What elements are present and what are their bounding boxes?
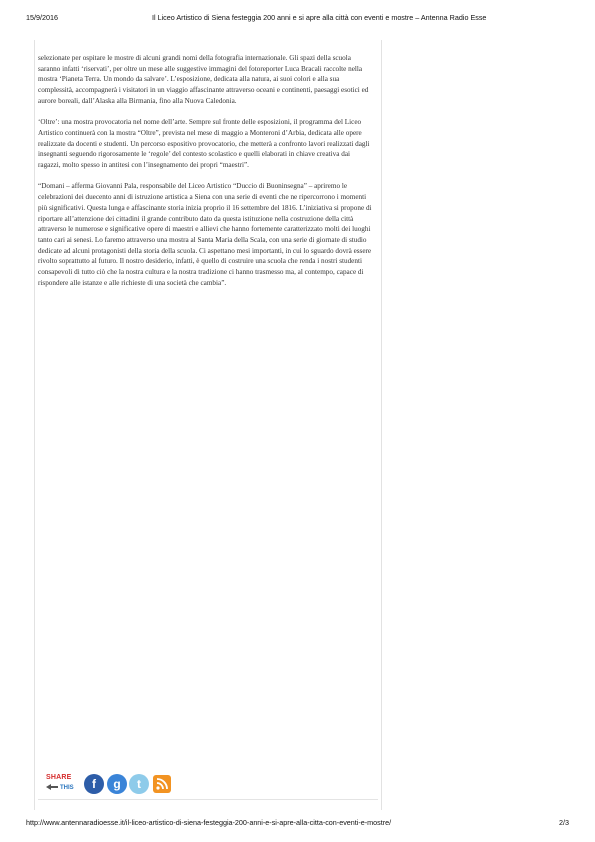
- rss-glyph: [153, 775, 171, 793]
- rss-icon[interactable]: [153, 775, 171, 793]
- sharethis-button[interactable]: [42, 774, 76, 796]
- article-paragraph: ‘Oltre’: una mostra provocatoria nel nome dell’arte. Sempre sul fronte delle esposizioni, il programma del Liceo Artistico continuerà con la mostra “Oltre”, prevista nel mese di maggio a Monteroni d’Arbia, dedicata alle opere realizzate da docenti e studenti. Un percorso espositivo provocatorio, che metterà a confronto lavori realizzati dagli insegnanti seguendo rigorosamente le ‘regole’ del contesto scolastico e quelli elaborati in chiave creativa dai ragazzi, molto spesso in antitesi con l’insegnamento dei propri “maestri”.: [38, 118, 370, 170]
- google-glyph: g: [113, 777, 121, 791]
- page-url-link[interactable]: http://www.antennaradioesse.it/il-liceo-artistico-di-siena-festeggia-200-anni-e-si-apre-alla-citta-con-eventi-e-mostre/: [26, 818, 392, 827]
- share-label: SHARE: [46, 774, 72, 781]
- google-plus-icon[interactable]: [107, 774, 127, 794]
- article-paragraph: “Domani – afferma Giovanni Pala, responsabile del Liceo Artistico “Duccio di Buoninsegna” – apriremo le celebrazioni dei duecento anni di istruzione artistica a Siena con una serie di eventi che ne ripercorrono i momenti più significativi. Questa lunga e affascinante storia inizia proprio il 16 settembre del 1816. L’iniziativa si propone di riportare all’attenzione dei cittadini il grande contributo dato da questa istituzione nella costruzione della città attraverso le numerose e significative opere di maestri e allievi che hanno fortemente caratterizzato molti dei luoghi tanto cari ai senesi. Lo faremo attraverso una mostra al Santa Maria della Scala, con una serie di giornate di studio dedicate ad alcuni protagonisti della storia della scuola. Ci aspettano mesi importanti, in cui lo sguardo dovrà essere rivolto soprattutto al futuro. Il nostro desiderio, infatti, è quello di costruire una scuola che renda i nostri studenti consapevoli di tutto ciò che la nostra cultura e la nostra tradizione ci hanno trasmesso ma, al contempo, capace di rispondere alle istanze e alle richieste di una società che cambia”.: [38, 182, 372, 287]
- twitter-glyph: t: [137, 777, 141, 791]
- page-number: 2/3: [559, 818, 569, 827]
- share-arrow-icon: [46, 783, 58, 791]
- twitter-icon[interactable]: [129, 774, 149, 794]
- this-label: THIS: [60, 785, 74, 791]
- article-body: [38, 53, 374, 299]
- print-page-title: Il Liceo Artistico di Siena festeggia 200 anni e si apre alla città con eventi e mostre – Antenna Radio Esse: [152, 13, 487, 22]
- content-divider: [38, 799, 378, 800]
- facebook-glyph: f: [92, 777, 96, 791]
- share-bar: [40, 772, 175, 798]
- facebook-icon[interactable]: [84, 774, 104, 794]
- print-date: 15/9/2016: [26, 13, 58, 22]
- article-paragraph: selezionate per ospitare le mostre di alcuni grandi nomi della fotografia internazionale. Gli spazi della scuola saranno infatti ‘riservati’, per oltre un mese alle suggestive immagini del fotoreporter Luca Bracali raccolte nella mostra ‘Pianeta Terra. Un mondo da salvare’. L’esposizione, dedicata alla natura, ai suoi colori e alla sua complessità, accompagnerà i visitatori in un viaggio affascinante attraverso oceani e continenti, paesaggi esotici ed aurore boreali, dall’Alaska alla Birmania, fino alla Nuova Caledonia.: [38, 54, 369, 105]
